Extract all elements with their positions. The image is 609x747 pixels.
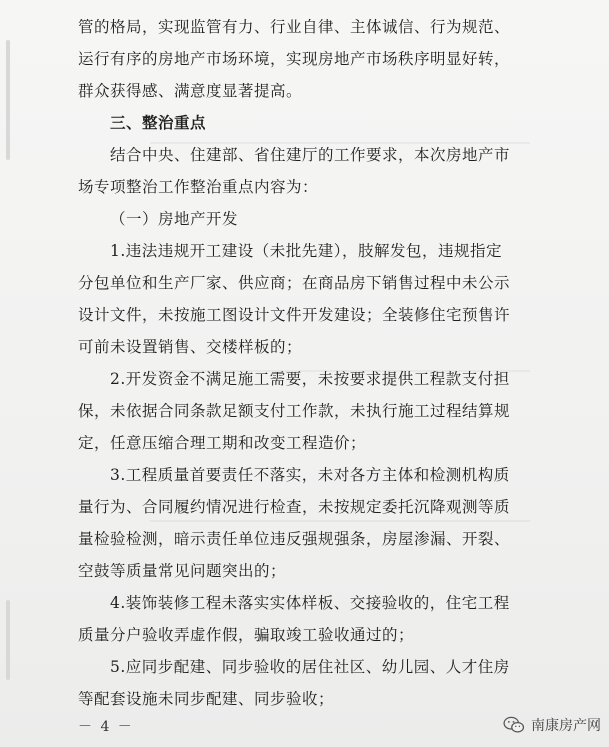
binding-mark	[6, 40, 10, 160]
paragraph-line: 质量分户验收弄虚作假，骗取竣工验收通过的；	[78, 626, 415, 644]
paragraph-line: 分包单位和生产厂家、供应商；在商品房下销售过程中未公示	[78, 274, 511, 292]
paragraph-line: 4.装饰装修工程未落实实体样板、交接验收的，住宅工程	[110, 594, 510, 612]
paragraph-line: 群众获得感、满意度显著提高。	[78, 82, 303, 100]
subsection-heading: （一）房地产开发	[110, 210, 239, 228]
paragraph-line: 定，任意压缩合理工期和改变工程造价；	[78, 434, 367, 452]
wechat-icon	[503, 716, 525, 734]
paragraph-line: 可前未设置销售、交楼样板的；	[78, 338, 303, 356]
paragraph-line: 5.应同步配建、同步验收的居住社区、幼儿园、人才住房	[110, 658, 510, 676]
paragraph-line: 设计文件，未按施工图设计文件开发建设；全装修住宅预售许	[78, 306, 511, 324]
paragraph-line: 2.开发资金不满足施工需要，未按要求提供工程款支付担	[110, 370, 510, 388]
paragraph-line: 空鼓等质量常见问题突出的；	[78, 562, 287, 580]
paragraph-line: 等配套设施未同步配建、同步验收；	[78, 690, 335, 708]
paragraph-line: 1.违法违规开工建设（未批先建），肢解发包，违规指定	[110, 242, 503, 260]
paragraph-line: 场专项整治工作整治重点内容为：	[78, 178, 319, 196]
paragraph-line: 结合中央、住建部、省住建厅的工作要求，本次房地产市	[110, 146, 511, 164]
paragraph-line: 保，未依据合同条款足额支付工作款，未执行施工过程结算规	[78, 402, 511, 420]
paragraph-line: 量检验检测，暗示责任单位违反强规强条，房屋渗漏、开裂、	[78, 530, 511, 548]
section-heading: 三、整治重点	[110, 114, 207, 132]
page-number: － 4 －	[78, 719, 134, 735]
watermark-label: 南康房产网	[531, 718, 601, 734]
source-watermark	[503, 715, 601, 735]
bleed-through	[150, 142, 530, 144]
paragraph-line: 量行为、合同履约情况进行检查，未按规定委托沉降观测等质	[78, 498, 511, 516]
paragraph-line: 管的格局，实现监管有力、行业自律、主体诚信、行为规范、	[78, 18, 511, 36]
binding-mark	[6, 600, 10, 680]
paragraph-line: 3.工程质量首要责任不落实，未对各方主体和检测机构质	[110, 466, 510, 484]
bleed-through	[150, 520, 530, 522]
paragraph-line: 运行有序的房地产市场环境，实现房地产市场秩序明显好转，	[78, 50, 511, 68]
